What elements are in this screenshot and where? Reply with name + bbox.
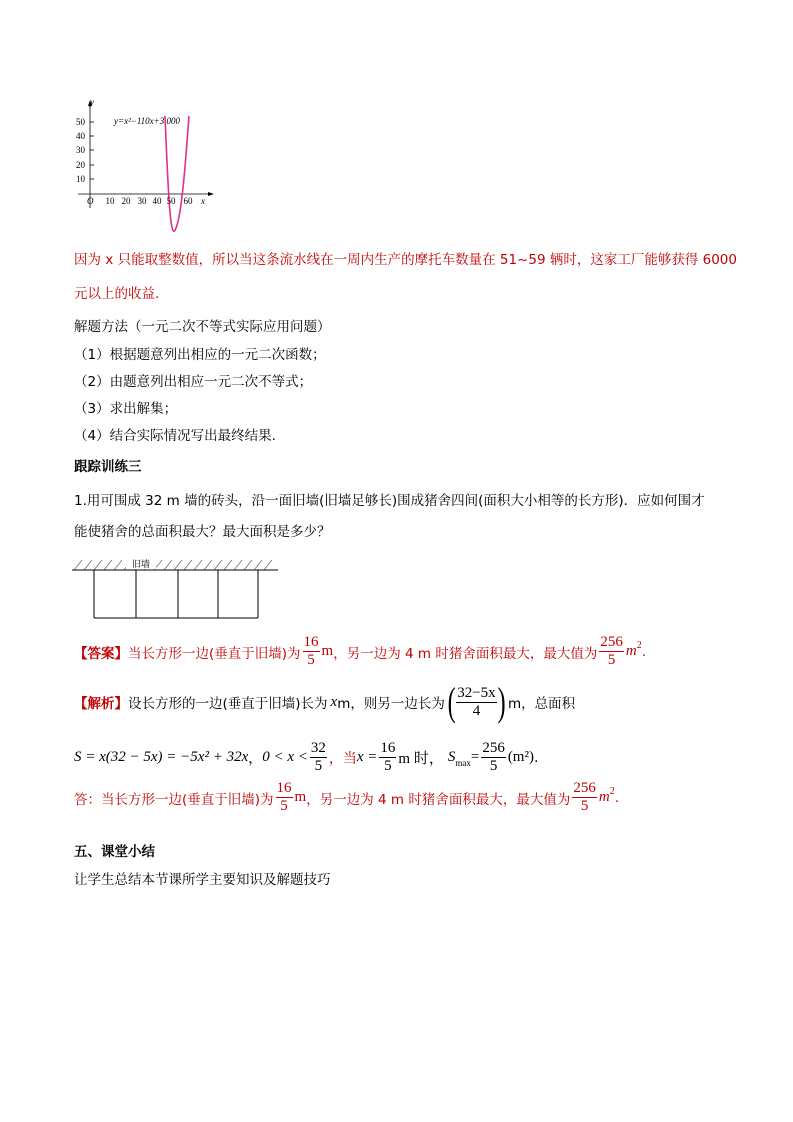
summary-title: 五、课堂小结 — [74, 844, 155, 860]
method-title: 解题方法（一元二次不等式实际应用问题） — [74, 319, 331, 335]
training-problem-line2: 能使猪舍的总面积最大？最大面积是多少？ — [74, 524, 331, 540]
x-axis-label: x — [201, 196, 205, 206]
method-step: （3）求出解集； — [74, 401, 178, 417]
answer-line: 【答案】 当长方形一边(垂直于旧墙)为 $\frac{16}{5}$ m ，另一边为 4 m 时猪舍面积最大，最大值为 $\frac{256}{5}$ m $^2$ . — [74, 634, 646, 668]
method-step: （4）结合实际情况写出最终结果. — [74, 428, 276, 444]
formula-line: S = x(32 − 5x) = −5x² + 32x ， 0 < x < $\frac{32}{5}$ ，当 x = $\frac{16}{5}$ m 时， S $_{max}$ = $\frac{256}{5}$ (m²) . — [74, 740, 539, 774]
summary-text: 让学生总结本节课所学主要知识及解题技巧 — [74, 872, 331, 888]
conclusion-line1: 因为 x 只能取整数值，所以当这条流水线在一周内生产的摩托车数量在 51~59 辆时，这家工厂能够获得 6000 — [74, 252, 737, 268]
training-problem-line1: 1.用可围成 32 m 墙的砖头，沿一面旧墙(旧墙足够长)围成猪舍四间(面积大小相等的长方形)．应如何围才 — [74, 493, 705, 509]
parabola-curve — [165, 116, 189, 231]
analysis-tag: 【解析】 — [74, 696, 128, 712]
y-tick: 10 — [76, 174, 85, 184]
y-tick: 40 — [76, 131, 85, 141]
training-title: 跟踪训练三 — [74, 459, 142, 475]
answer-frac1: $\frac{16}{5}$ — [303, 634, 319, 668]
y-tick: 20 — [76, 160, 85, 170]
answer-frac2: $\frac{256}{5}$ — [600, 634, 623, 668]
x-tick: 10 — [105, 196, 115, 206]
wall-label: 旧墙 — [131, 560, 151, 570]
method-step: （2）由题意列出相应一元二次不等式； — [74, 374, 313, 390]
y-axis-label: y — [90, 97, 94, 107]
pen-diagram — [72, 556, 282, 622]
x-tick: 40 — [152, 196, 162, 206]
parabola-graph — [70, 96, 220, 236]
answer-tag: 【答案】 — [74, 645, 128, 662]
graph-equation: y=x²−110x+3 000 — [114, 116, 180, 126]
answer-text1: 当长方形一边(垂直于旧墙)为 — [128, 645, 301, 662]
final-answer-line: 答：当长方形一边(垂直于旧墙)为 $\frac{16}{5}$ m ，另一边为 4 m 时猪舍面积最大，最大值为 $\frac{256}{5}$ m $^2$ . — [74, 780, 619, 814]
y-tick: 30 — [76, 145, 85, 155]
analysis-line: 【解析】 设长方形的一边(垂直于旧墙)长为 x m，则另一边长为 ( $\frac{32-5x}{4}$ ) m，总面积 — [74, 679, 576, 724]
analysis-frac: $\frac{32-5x}{4}$ — [457, 684, 496, 719]
y-tick: 50 — [76, 117, 85, 127]
origin-label: O — [87, 196, 94, 206]
x-tick: 20 — [121, 196, 131, 206]
x-tick: 30 — [137, 196, 147, 206]
answer-text2: ，另一边为 4 m 时猪舍面积最大，最大值为 — [333, 645, 598, 662]
method-step: （1）根据题意列出相应的一元二次函数； — [74, 347, 326, 363]
conclusion-line2: 元以上的收益. — [74, 286, 160, 302]
x-tick: 50 — [166, 196, 176, 206]
x-tick: 60 — [183, 196, 193, 206]
